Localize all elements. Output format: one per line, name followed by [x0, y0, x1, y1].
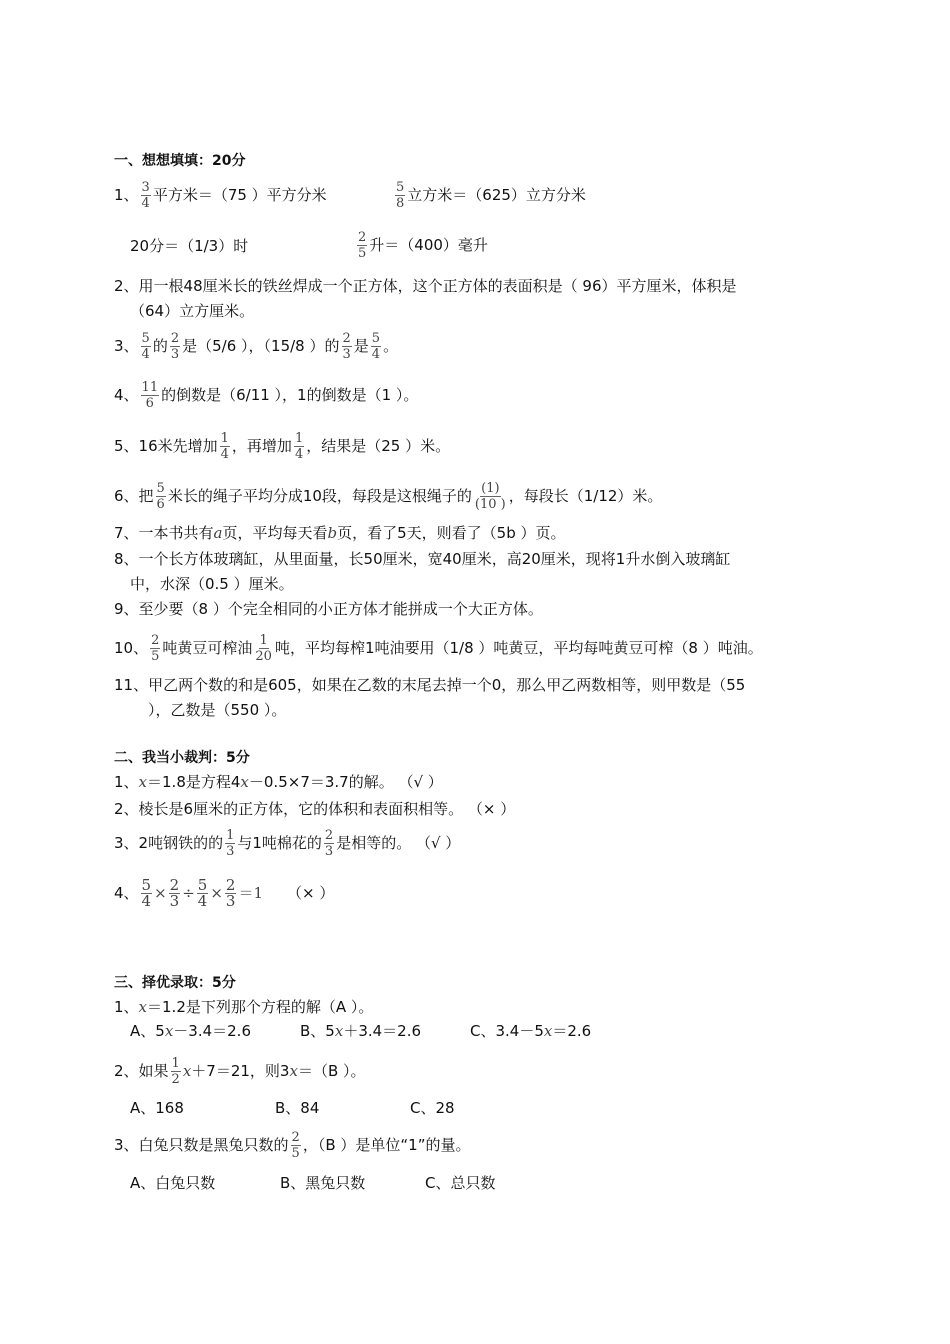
- s1-q6: 6、把 $\frac{5}{6}$ 米长的绳子平均分成10段，每段是这根绳子的 $\frac{(1)}{(10 )}$ ，每段长（1/12）米。: [114, 481, 663, 512]
- s3-q3-option-c: C、总只数: [425, 1174, 496, 1192]
- s1-q8-line1: 8、一个长方体玻璃缸，从里面量，长50厘米，宽40厘米，高20厘米，现将1升水倒入玻璃缸: [114, 550, 731, 568]
- fraction: $\frac{5}{6}$: [156, 481, 165, 512]
- fraction: $\frac{1}{4}$: [220, 431, 229, 462]
- section-2-heading: 二、我当小裁判：5分: [114, 750, 250, 766]
- fraction: $\frac{2}{3}$: [225, 876, 236, 910]
- fraction: $\frac{1}{20}$: [255, 633, 272, 664]
- s1-q1b-part1: 20分＝（1/3）时: [130, 237, 249, 255]
- fraction-blank: $\frac{(1)}{(10 )}$: [474, 481, 506, 512]
- fraction: $\frac{2}{3}$: [324, 828, 334, 859]
- s1-q10: 10、 $\frac{2}{5}$ 吨黄豆可榨油 $\frac{1}{20}$ 吨，平均每榨1吨油要用（1/8 ）吨黄豆，平均每吨黄豆可榨（8 ）吨油。: [114, 633, 763, 664]
- fraction: $\frac{2}{5}$: [291, 1130, 300, 1161]
- q-number: 1、: [114, 186, 139, 204]
- s3-q2-option-c: C、28: [410, 1099, 455, 1117]
- s2-q1: 1、x＝1.8是方程4x－0.5×7＝3.7的解。 （√ ）: [114, 773, 443, 791]
- s2-q4: 4、 $\frac{5}{4}$ × $\frac{2}{3}$ ÷ $\frac{5}{4}$ × $\frac{2}{3}$ ＝1 （× ）: [114, 876, 335, 910]
- s2-q2: 2、棱长是6厘米的正方体，它的体积和表面积相等。 （× ）: [114, 800, 516, 818]
- fraction: $\frac{11}{6}$: [141, 380, 159, 411]
- s3-q2: 2、如果 $\frac{1}{2}$ x＋7＝21，则3x＝（B ）。: [114, 1056, 366, 1087]
- s3-q1-option-c: C、3.4－5x＝2.6: [470, 1022, 592, 1040]
- s2-q3: 3、2吨钢铁的的 $\frac{1}{3}$ 与1吨棉花的 $\frac{2}{3}$ 是相等的。 （√ ）: [114, 828, 461, 859]
- s1-q8-line2: 中，水深（0.5 ）厘米。: [130, 575, 294, 593]
- s3-q1-option-a: A、5x－3.4＝2.6: [130, 1022, 251, 1040]
- s1-q5: 5、16米先增加 $\frac{1}{4}$ ，再增加 $\frac{1}{4}$ ，结果是（25 ）米。: [114, 431, 451, 462]
- s1-q2-line2: （64）立方厘米。: [130, 302, 255, 320]
- s3-q3-option-a: A、白兔只数: [130, 1174, 216, 1192]
- s1-q11-line2: ），乙数是（550 ）。: [148, 701, 287, 719]
- s1-q1-part2: [393, 180, 586, 211]
- s3-q2-option-b: B、84: [275, 1099, 320, 1117]
- fraction: $\frac{1}{4}$: [294, 431, 304, 462]
- fraction: $\frac{5}{4}$: [371, 331, 381, 362]
- fraction: $\frac{5}{4}$: [141, 331, 150, 362]
- fraction: $\frac{2}{3}$: [170, 331, 180, 362]
- section-3-heading: 三、择优录取：5分: [114, 975, 236, 991]
- fraction: $\frac{1}{2}$: [171, 1056, 180, 1087]
- s3-q3-option-b: B、黑兔只数: [280, 1174, 366, 1192]
- s1-q1: [114, 180, 327, 211]
- fraction: $\frac{5}{4}$: [197, 876, 208, 910]
- s1-q4: 4、 $\frac{11}{6}$ 的倒数是（6/11 ），1的倒数是（1 ）。: [114, 380, 419, 411]
- fraction: $\frac{2}{5}$: [151, 633, 160, 664]
- s1-q3: 3、 $\frac{5}{4}$ 的 $\frac{2}{3}$ 是（5/6 ），（15/8 ）的 $\frac{2}{3}$ 是 $\frac{5}{4}$ 。: [114, 331, 399, 362]
- fraction: $\frac{1}{3}$: [226, 828, 235, 859]
- fraction: $\frac{5}{4}$: [141, 876, 152, 910]
- s3-q1-option-b: B、5x＋3.4＝2.6: [300, 1022, 422, 1040]
- section-1-heading: 一、想想填填：20分: [114, 153, 246, 169]
- q-text: 升＝（400）毫升: [369, 236, 488, 254]
- s1-q1b-part2: [355, 230, 488, 261]
- s1-q11-line1: 11、甲乙两个数的和是605，如果在乙数的末尾去掉一个0，那么甲乙两数相等，则甲数是（55: [114, 676, 746, 694]
- s1-q9: 9、至少要（8 ）个完全相同的小正方体才能拼成一个大正方体。: [114, 600, 543, 618]
- fraction: $\frac{2}{3}$: [342, 331, 351, 362]
- s3-q3: 3、白兔只数是黑兔只数的 $\frac{2}{5}$ ，（B ）是单位“1”的量。: [114, 1130, 471, 1161]
- q-text: 平方米＝（75 ）平方分米: [152, 186, 327, 204]
- s3-q2-option-a: A、168: [130, 1099, 184, 1117]
- fraction: $\frac{2}{3}$: [169, 876, 180, 910]
- s1-q2-line1: 2、用一根48厘米长的铁丝焊成一个正方体，这个正方体的表面积是（ 96）平方厘米，体积是: [114, 277, 737, 295]
- s3-q1: 1、x＝1.2是下列那个方程的解（A ）。: [114, 998, 374, 1016]
- s1-q7: 7、一本书共有a页，平均每天看b页，看了5天，则看了（5b ）页。: [114, 524, 566, 542]
- fraction: $\frac{5}{8}$: [396, 180, 405, 211]
- fraction: $\frac{3}{4}$: [141, 180, 150, 211]
- fraction: $\frac{2}{5}$: [358, 230, 367, 261]
- q-text: 立方米＝（625）立方分米: [407, 186, 586, 204]
